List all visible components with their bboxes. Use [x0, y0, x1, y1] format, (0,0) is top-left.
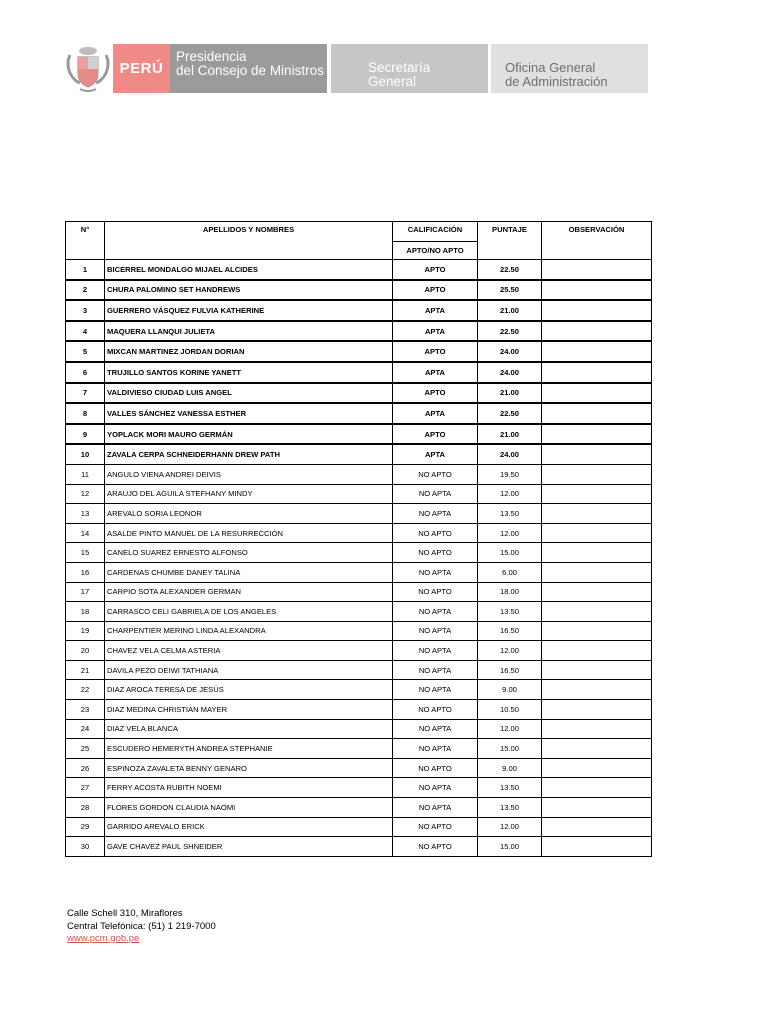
row-observacion	[542, 464, 652, 484]
row-observacion	[542, 680, 652, 700]
row-observacion	[542, 543, 652, 563]
row-observacion	[542, 837, 652, 857]
col-header-puntaje: PUNTAJE	[478, 222, 542, 260]
row-observacion	[542, 300, 652, 321]
row-number: 18	[66, 602, 105, 622]
pcm-label	[170, 44, 327, 93]
row-name: ASALDE PINTO MANUEL DE LA RESURRECCIÓN	[105, 523, 393, 543]
row-number: 29	[66, 817, 105, 837]
row-observacion	[542, 403, 652, 424]
row-calificacion: APTA	[393, 403, 478, 424]
row-puntaje: 16.50	[478, 621, 542, 641]
row-observacion	[542, 280, 652, 301]
row-name: DIAZ VELA BLANCA	[105, 719, 393, 739]
row-name: ANGULO VIENA ANDREI DEIVIS	[105, 464, 393, 484]
row-calificacion: APTO	[393, 424, 478, 445]
row-puntaje: 13.50	[478, 504, 542, 524]
row-number: 2	[66, 280, 105, 301]
table-row	[66, 504, 652, 524]
row-calificacion: NO APTA	[393, 621, 478, 641]
row-observacion	[542, 641, 652, 661]
row-puntaje: 21.00	[478, 383, 542, 404]
row-name: CHARPENTIER MERINO LINDA ALEXANDRA	[105, 621, 393, 641]
row-number: 15	[66, 543, 105, 563]
sg-line2: General	[368, 74, 417, 89]
row-observacion	[542, 341, 652, 362]
row-puntaje: 19.50	[478, 464, 542, 484]
table-row	[66, 260, 652, 280]
row-calificacion: APTO	[393, 280, 478, 301]
row-puntaje: 9.00	[478, 680, 542, 700]
row-calificacion: NO APTO	[393, 464, 478, 484]
col-header-name: APELLIDOS Y NOMBRES	[105, 222, 393, 260]
row-observacion	[542, 484, 652, 504]
row-observacion	[542, 362, 652, 383]
row-name: CANELO SUAREZ ERNESTO ALFONSO	[105, 543, 393, 563]
peru-brand: PERÚ	[113, 44, 170, 93]
row-puntaje: 15.00	[478, 739, 542, 759]
row-observacion	[542, 321, 652, 342]
footer-website-link[interactable]: www.pcm.gob.pe	[67, 933, 140, 944]
table-row	[66, 778, 652, 798]
table-body	[66, 260, 652, 857]
row-calificacion: NO APTA	[393, 602, 478, 622]
row-puntaje: 16.50	[478, 660, 542, 680]
table-row	[66, 602, 652, 622]
oga-line2: de Administración	[505, 74, 608, 89]
row-calificacion: NO APTO	[393, 523, 478, 543]
table-row	[66, 484, 652, 504]
row-number: 30	[66, 837, 105, 857]
row-puntaje: 24.00	[478, 444, 542, 464]
row-calificacion: NO APTO	[393, 582, 478, 602]
row-calificacion: APTO	[393, 260, 478, 280]
row-calificacion: APTA	[393, 300, 478, 321]
row-name: CARPIO SOTA ALEXANDER GERMAN	[105, 582, 393, 602]
table-row	[66, 837, 652, 857]
row-calificacion: APTO	[393, 341, 478, 362]
row-calificacion: NO APTA	[393, 798, 478, 818]
table-row	[66, 700, 652, 720]
row-puntaje: 12.00	[478, 817, 542, 837]
row-name: CARRASCO CELI GABRIELA DE LOS ANGELES	[105, 602, 393, 622]
row-number: 8	[66, 403, 105, 424]
row-name: MAQUERA LLANQUI JULIETA	[105, 321, 393, 342]
row-observacion	[542, 562, 652, 582]
row-observacion	[542, 798, 652, 818]
row-calificacion: NO APTA	[393, 504, 478, 524]
row-observacion	[542, 817, 652, 837]
row-name: ZAVALA CERPA SCHNEIDERHANN DREW PATH	[105, 444, 393, 464]
table-row	[66, 424, 652, 445]
table-row	[66, 582, 652, 602]
row-name: AREVALO SORIA LEONOR	[105, 504, 393, 524]
footer-address: Calle Schell 310, Miraflores	[67, 908, 183, 919]
row-puntaje: 12.00	[478, 484, 542, 504]
row-puntaje: 22.50	[478, 321, 542, 342]
pcm-line2: del Consejo de Ministros	[176, 63, 324, 78]
row-name: ESCUDERO HEMERYTH ANDREA STEPHANIE	[105, 739, 393, 759]
row-puntaje: 25.50	[478, 280, 542, 301]
row-calificacion: NO APTO	[393, 700, 478, 720]
col-header-num: N°	[66, 222, 105, 260]
row-calificacion: NO APTA	[393, 778, 478, 798]
row-calificacion: NO APTA	[393, 484, 478, 504]
row-puntaje: 22.50	[478, 403, 542, 424]
row-observacion	[542, 758, 652, 778]
row-calificacion: NO APTA	[393, 680, 478, 700]
row-number: 3	[66, 300, 105, 321]
row-calificacion: APTA	[393, 362, 478, 383]
row-name: CHAVEZ VELA CELMA ASTERIA	[105, 641, 393, 661]
pcm-line1: Presidencia	[176, 49, 247, 64]
table-row	[66, 362, 652, 383]
row-puntaje: 10.50	[478, 700, 542, 720]
row-calificacion: NO APTO	[393, 837, 478, 857]
row-number: 14	[66, 523, 105, 543]
table-row	[66, 403, 652, 424]
col-header-observacion: OBSERVACIÓN	[542, 222, 652, 260]
row-number: 7	[66, 383, 105, 404]
sg-line1: Secretaría	[368, 60, 431, 75]
table-row	[66, 562, 652, 582]
row-name: GAVE CHAVEZ PAUL SHNEIDER	[105, 837, 393, 857]
table-row	[66, 523, 652, 543]
row-calificacion: APTA	[393, 321, 478, 342]
col-header-apto: APTO/NO APTO	[393, 242, 478, 260]
row-puntaje: 22.50	[478, 260, 542, 280]
row-number: 9	[66, 424, 105, 445]
row-name: GARRIDO AREVALO ERICK	[105, 817, 393, 837]
row-number: 5	[66, 341, 105, 362]
row-number: 19	[66, 621, 105, 641]
row-puntaje: 13.50	[478, 602, 542, 622]
row-name: VALLES SÁNCHEZ VANESSA ESTHER	[105, 403, 393, 424]
row-observacion	[542, 444, 652, 464]
row-puntaje: 9.00	[478, 758, 542, 778]
row-puntaje: 15.00	[478, 543, 542, 563]
table-row	[66, 739, 652, 759]
row-observacion	[542, 660, 652, 680]
row-name: MIXCAN MARTINEZ JORDAN DORIAN	[105, 341, 393, 362]
row-name: FLORES GORDON CLAUDIA NAOMI	[105, 798, 393, 818]
row-number: 16	[66, 562, 105, 582]
row-observacion	[542, 700, 652, 720]
row-name: ARAUJO DEL AGUILA STEFHANY MINDY	[105, 484, 393, 504]
row-calificacion: NO APTA	[393, 719, 478, 739]
row-number: 4	[66, 321, 105, 342]
row-puntaje: 6.00	[478, 562, 542, 582]
row-name: FERRY ACOSTA RUBITH NOEMI	[105, 778, 393, 798]
row-number: 25	[66, 739, 105, 759]
row-number: 11	[66, 464, 105, 484]
row-number: 1	[66, 260, 105, 280]
row-name: ESPINOZA ZAVALETA BENNY GENARO	[105, 758, 393, 778]
row-puntaje: 12.00	[478, 719, 542, 739]
row-observacion	[542, 719, 652, 739]
row-puntaje: 18.00	[478, 582, 542, 602]
row-name: DIAZ MEDINA CHRISTIAN MAYER	[105, 700, 393, 720]
table-row	[66, 464, 652, 484]
row-observacion	[542, 260, 652, 280]
table-row	[66, 719, 652, 739]
row-number: 21	[66, 660, 105, 680]
row-observacion	[542, 504, 652, 524]
row-number: 12	[66, 484, 105, 504]
row-name: GUERRERO VÁSQUEZ FULVIA KATHERINE	[105, 300, 393, 321]
row-puntaje: 21.00	[478, 300, 542, 321]
row-name: CHURA PALOMINO SET HANDREWS	[105, 280, 393, 301]
institutional-header	[64, 43, 650, 94]
table-row	[66, 798, 652, 818]
row-number: 28	[66, 798, 105, 818]
row-puntaje: 24.00	[478, 362, 542, 383]
table-row	[66, 341, 652, 362]
table-row	[66, 621, 652, 641]
coat-of-arms-icon	[64, 43, 112, 94]
results-table	[65, 221, 652, 857]
row-number: 17	[66, 582, 105, 602]
table-row	[66, 321, 652, 342]
row-number: 20	[66, 641, 105, 661]
row-calificacion: NO APTA	[393, 641, 478, 661]
row-number: 22	[66, 680, 105, 700]
row-name: CARDENAS CHUMBE DANEY TALINA	[105, 562, 393, 582]
row-puntaje: 12.00	[478, 523, 542, 543]
row-calificacion: NO APTO	[393, 543, 478, 563]
row-puntaje: 13.50	[478, 798, 542, 818]
row-name: DAVILA PEZO DEIWI TATHIANA	[105, 660, 393, 680]
row-number: 23	[66, 700, 105, 720]
row-calificacion: APTA	[393, 444, 478, 464]
row-observacion	[542, 621, 652, 641]
row-puntaje: 13.50	[478, 778, 542, 798]
row-calificacion: APTO	[393, 383, 478, 404]
table-row	[66, 280, 652, 301]
row-calificacion: NO APTO	[393, 758, 478, 778]
row-name: VALDIVIESO CIUDAD LUIS ANGEL	[105, 383, 393, 404]
row-number: 26	[66, 758, 105, 778]
table-row	[66, 680, 652, 700]
row-number: 13	[66, 504, 105, 524]
row-observacion	[542, 383, 652, 404]
row-observacion	[542, 582, 652, 602]
row-number: 27	[66, 778, 105, 798]
secretaria-general-label	[331, 44, 488, 93]
table-row	[66, 444, 652, 464]
table-row	[66, 758, 652, 778]
row-number: 24	[66, 719, 105, 739]
row-calificacion: NO APTO	[393, 817, 478, 837]
row-observacion	[542, 424, 652, 445]
row-name: BICERREL MONDALGO MIJAEL ALCIDES	[105, 260, 393, 280]
row-observacion	[542, 523, 652, 543]
row-puntaje: 24.00	[478, 341, 542, 362]
row-observacion	[542, 602, 652, 622]
row-number: 6	[66, 362, 105, 383]
oficina-general-label	[491, 44, 648, 93]
row-puntaje: 12.00	[478, 641, 542, 661]
row-calificacion: NO APTA	[393, 739, 478, 759]
table-row	[66, 383, 652, 404]
table-row	[66, 300, 652, 321]
row-name: DIAZ AROCA TERESA DE JESÚS	[105, 680, 393, 700]
footer-phone: Central Telefónica: (51) 1 219-7000	[67, 920, 216, 932]
row-number: 10	[66, 444, 105, 464]
row-calificacion: NO APTA	[393, 660, 478, 680]
table-row	[66, 817, 652, 837]
row-name: YOPLACK MORI MAURO GERMÁN	[105, 424, 393, 445]
oga-line1: Oficina General	[505, 60, 596, 75]
table-row	[66, 660, 652, 680]
row-calificacion: NO APTA	[393, 562, 478, 582]
row-puntaje: 21.00	[478, 424, 542, 445]
row-name: TRUJILLO SANTOS KORINE YANETT	[105, 362, 393, 383]
footer	[67, 908, 216, 946]
col-header-calificacion: CALIFICACIÓN	[393, 222, 478, 242]
row-observacion	[542, 739, 652, 759]
row-puntaje: 15.00	[478, 837, 542, 857]
row-observacion	[542, 778, 652, 798]
table-row	[66, 641, 652, 661]
table-row	[66, 543, 652, 563]
